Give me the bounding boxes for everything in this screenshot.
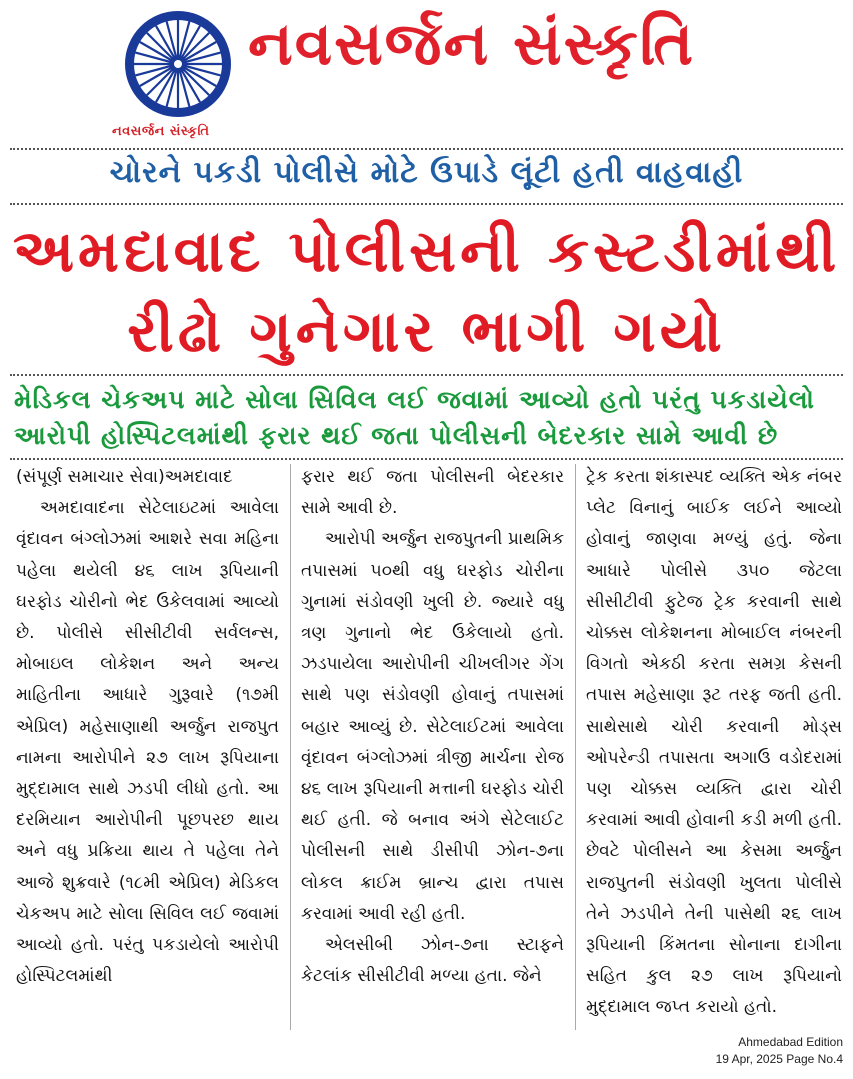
divider [10,148,843,150]
article-paragraph: એલસીબી ઝોન-૭ના સ્ટાફને કેટલાંક સીસીટીવી મળ્યા હતા. જેને [301,935,564,987]
main-headline-line-2: રીઢો ગુનેગાર ભાગી ગયો [127,297,726,365]
article-paragraph: આરોપી અર્જુન રાજપુતની પ્રાથમિક તપાસમાં ૫૦થી વધુ ઘરફોડ ચોરીના ગુનામાં સંડોવણી ખુલી છે. જ્યારે વધુ ત્રણ ગુનાનો ભેદ ઉકેલાયો હતો. ઝડપાયેલા આરોપીની ચીખલીગર ગેંગ સાથે પણ સંડોવણી હોવાનું તપાસમાં બહાર આવ્યું છે. સેટેલાઈટમાં આવેલા વૃંદાવન બંગ્લોઝમાં ત્રીજી માર્ચના રોજ ૪૬ લાખ રૂપિયાની મત્તાની ઘરફોડ ચોરી થઈ હતી. જે બનાવ અંગે સેટેલાઈટ પોલીસની સાથે ડીસીપી ઝોન-૭ના લોકલ ક્રાઈમ બ્રાન્ચ દ્વારા તપાસ કરવામાં આવી રહી હતી. [301,529,564,924]
article-column-1 [16,462,279,1032]
divider [10,203,843,205]
article-column-3 [586,462,842,1032]
edition-footer [716,1034,843,1068]
subheadline-line-2: આરોપી હોસ્પિટલમાંથી ફરાર થઈ જતા પોલીસની બેદરકાર સામે આવી છે [14,421,779,450]
article-paragraph: અમદાવાદના સેટેલાઇટમાં આવેલા વૃંદાવન બંગ્લોઝમાં આશરે સવા મહિના પહેલા થયેલી ૪૬ લાખ રૂપિયાની ઘરફોડ ચોરીનો ભેદ ઉકેલવામાં આવ્યો છે. પોલીસે સીસીટીવી સર્વલન્સ, મોબાઇલ લોકેશન અને અન્ય માહિતીના આધારે ગુરૂવારે (૧૭મી એપ્રિલ) મહેસાણાથી અર્જુન રાજપુત નામના આરોપીને ૨૭ લાખ રૂપિયાના મુદ્દામાલ સાથે ઝડપી લીધો હતો. આ દરમિયાન આરોપીની પૂછપરછ થાય અને વધુ પ્રક્રિયા થાય તે પહેલા તેને આજે શુક્રવારે (૧૮મી એપ્રિલ) મેડિકલ ચેકઅપ માટે સોલા સિવિલ લઈ જવામાં આવ્યો હતો. પરંતુ પકડાયેલો આરોપી હોસ્પિટલમાંથી [16,498,279,987]
article-paragraph: ટ્રેક કરતા શંકાસ્પદ વ્યક્તિ એક નંબર પ્લેટ વિનાનું બાઈક લઈને આવ્યો હોવાનું જાણવા મળ્યું હતું. જેના આધારે પોલીસે ૩૫૦ જેટલા સીસીટીવી ફુટેજ ટ્રેક કરવાની સાથે ચોક્કસ લોકેશનના મોબાઈલ નંબરની વિગતો એકઠી કરતા સમગ્ર કેસની તપાસ મહેસાણા રૂટ તરફ જતી હતી. સાથેસાથે ચોરી કરવાની મોડ્સ ઓપરેન્ડી તપાસતા અગાઉ વડોદરામાં પણ ચોક્કસ વ્યક્તિ દ્વારા ચોરી કરવામાં આવી હોવાની કડી મળી હતી. છેવટે પોલીસને આ કેસમા અર્જુન રાજપુતની સંડોવણી ખુલતા પોલીસે તેને ઝડપીને તેની પાસેથી ૨૬ લાખ રૂપિયાની કિંમતના સોનાના દાગીના સહિત કુલ ૨૭ લાખ રૂપિયાનો મુદ્દામાલ જપ્ત કરાયો હતો. [586,467,842,1018]
divider [10,374,843,376]
column-separator [575,464,576,1030]
kicker-headline: ચોરને પકડી પોલીસે મોટે ઉપાડે લૂંટી હતી વાહવાહી [109,155,744,190]
main-headline-line-1: અમદાવાદ પોલીસની કસ્ટડીમાંથી [12,217,841,285]
masthead [0,0,853,148]
edition-date-page: 19 Apr, 2025 Page No.4 [715,1052,843,1066]
brand-name: નવસર્જન સંસ્કૃતિ [248,9,696,79]
divider [10,458,843,460]
dateline: (સંપૂર્ણ સમાચાર સેવા)અમદાવાદ [16,467,233,487]
column-separator [290,464,291,1030]
edition-name: Ahmedabad Edition [738,1035,843,1049]
article-paragraph: ફરાર થઈ જતા પોલીસની બેદરકાર સામે આવી છે. [301,467,564,519]
article-column-2 [301,462,564,1032]
subheadline-line-1: મેડિકલ ચેકઅપ માટે સોલા સિવિલ લઈ જવામાં આવ્યો હતો પરંતુ પકડાયેલો [14,385,815,414]
ashoka-chakra-icon [122,8,234,120]
logo-caption: નવસર્જન સંસ્કૃતિ [112,124,210,139]
